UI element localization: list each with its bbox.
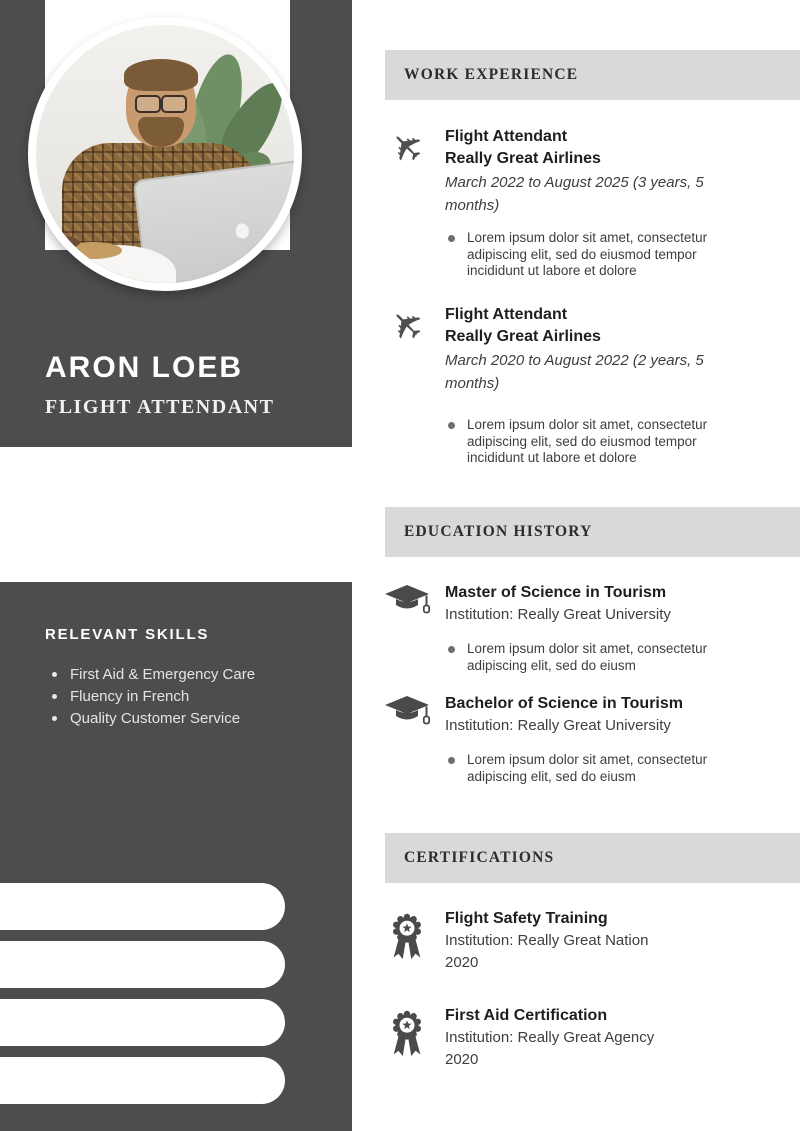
person-beard bbox=[138, 117, 184, 147]
bullet-icon bbox=[448, 235, 455, 242]
bullet-text: Lorem ipsum dolor sit amet, consectetur adipiscing elit, sed do eiusmod tempor incididunt ut labore et dolore bbox=[467, 230, 708, 278]
section-title: WORK EXPERIENCE bbox=[404, 66, 579, 83]
decorative-bar bbox=[0, 883, 285, 930]
education-bullet bbox=[448, 752, 740, 785]
degree-title: Master of Science in Tourism bbox=[445, 584, 667, 601]
person-glasses bbox=[133, 95, 189, 110]
person-job-title: FLIGHT ATTENDANT bbox=[45, 396, 275, 418]
degree-title: Bachelor of Science in Tourism bbox=[445, 695, 683, 712]
education-bullet bbox=[448, 641, 740, 674]
airplane-icon: ✈ bbox=[377, 297, 434, 355]
skill-label: Fluency in French bbox=[70, 687, 190, 705]
bullet-text: Lorem ipsum dolor sit amet, consectetur adipiscing elit, sed do eiusm bbox=[467, 752, 708, 784]
section-header-work bbox=[385, 50, 800, 100]
person-hair bbox=[124, 59, 198, 91]
skills-heading: RELEVANT SKILLS bbox=[45, 626, 210, 643]
certification-year: 2020 bbox=[445, 954, 479, 971]
profile-photo bbox=[28, 17, 302, 291]
certification-year: 2020 bbox=[445, 1051, 479, 1068]
job-title: Flight Attendant bbox=[445, 306, 568, 323]
skill-label: Quality Customer Service bbox=[70, 709, 241, 727]
job-dates: March 2020 to August 2022 (2 years, 5 months) bbox=[445, 352, 704, 392]
company-name: Really Great Airlines bbox=[445, 150, 601, 167]
person-name: ARON LOEB bbox=[45, 351, 243, 384]
certification-item bbox=[385, 908, 800, 975]
section-title: CERTIFICATIONS bbox=[404, 849, 555, 866]
section-header-certifications bbox=[385, 833, 800, 883]
bullet-text: Lorem ipsum dolor sit amet, consectetur adipiscing elit, sed do eiusm bbox=[467, 641, 708, 673]
graduation-cap-icon bbox=[385, 695, 431, 729]
decorative-bar bbox=[0, 999, 285, 1046]
institution: Institution: Really Great University bbox=[445, 717, 671, 734]
institution: Institution: Really Great Nation bbox=[445, 932, 649, 949]
person-head bbox=[126, 65, 196, 147]
work-item bbox=[377, 119, 800, 217]
work-item bbox=[377, 297, 800, 395]
job-bullet bbox=[448, 230, 740, 280]
graduation-cap-icon bbox=[385, 584, 431, 618]
skills-list bbox=[52, 663, 255, 729]
job-dates: March 2022 to August 2025 (3 years, 5 months) bbox=[445, 174, 704, 214]
coffee-cup bbox=[40, 236, 80, 249]
bullet-text: Lorem ipsum dolor sit amet, consectetur adipiscing elit, sed do eiusmod tempor incididunt ut labore et dolore bbox=[467, 417, 708, 465]
section-title: EDUCATION HISTORY bbox=[404, 523, 593, 540]
skill-item bbox=[52, 663, 255, 685]
education-item bbox=[385, 582, 800, 626]
laptop-logo bbox=[235, 223, 250, 239]
section-header-education bbox=[385, 507, 800, 557]
bullet-icon bbox=[448, 757, 455, 764]
certification-title: First Aid Certification bbox=[445, 1007, 608, 1024]
certification-item bbox=[385, 1005, 800, 1072]
bullet-icon bbox=[448, 422, 455, 429]
skill-item bbox=[52, 707, 255, 729]
bullet-icon bbox=[52, 716, 57, 721]
certification-title: Flight Safety Training bbox=[445, 910, 608, 927]
job-title: Flight Attendant bbox=[445, 128, 568, 145]
skill-label: First Aid & Emergency Care bbox=[70, 665, 256, 683]
airplane-icon: ✈ bbox=[377, 119, 434, 177]
institution: Institution: Really Great Agency bbox=[445, 1029, 655, 1046]
decorative-bar bbox=[0, 941, 285, 988]
skill-item bbox=[52, 685, 255, 707]
institution: Institution: Really Great University bbox=[445, 606, 671, 623]
bullet-icon bbox=[52, 694, 57, 699]
bullet-icon bbox=[448, 646, 455, 653]
award-ribbon-icon bbox=[391, 912, 423, 970]
job-bullet bbox=[448, 417, 740, 467]
decorative-bar bbox=[0, 1057, 285, 1104]
award-ribbon-icon bbox=[391, 1009, 423, 1067]
company-name: Really Great Airlines bbox=[445, 328, 601, 345]
bullet-icon bbox=[52, 672, 57, 677]
education-item bbox=[385, 693, 800, 737]
